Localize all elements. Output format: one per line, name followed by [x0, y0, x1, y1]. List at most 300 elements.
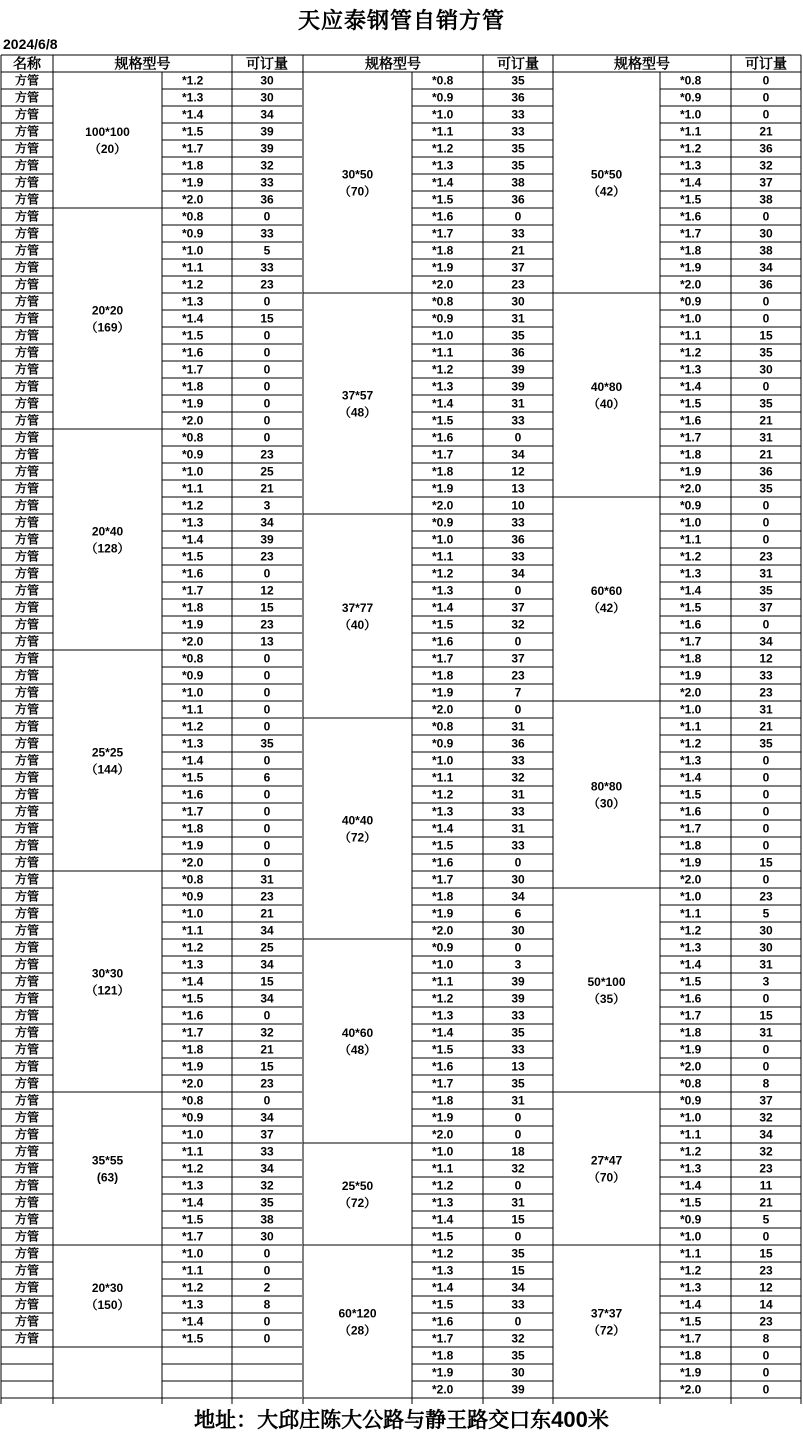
- thickness-cell: *1.1: [182, 260, 204, 275]
- spec-total: （150）: [85, 1298, 130, 1312]
- row-name-cell: 方管: [14, 515, 40, 530]
- thickness-cell: *1.5: [432, 1042, 454, 1057]
- thickness-cell: *1.3: [182, 294, 204, 309]
- qty-cell: 34: [511, 447, 525, 462]
- qty-cell: 36: [511, 532, 525, 547]
- thickness-cell: *1.5: [432, 617, 454, 632]
- thickness-cell: *2.0: [432, 1382, 454, 1397]
- qty-cell: 5: [762, 1212, 770, 1227]
- row-name-cell: 方管: [14, 226, 40, 241]
- qty-cell: 30: [511, 872, 525, 887]
- spec-size: 37*77: [341, 601, 374, 615]
- row-name-cell: 方管: [14, 719, 40, 734]
- thickness-cell: *1.3: [432, 158, 454, 173]
- thickness-cell: *0.8: [432, 73, 454, 88]
- thickness-cell: *1.2: [182, 73, 204, 88]
- qty-cell: 36: [759, 141, 773, 156]
- thickness-cell: *1.8: [432, 243, 454, 258]
- qty-cell: 35: [511, 1025, 525, 1040]
- qty-cell: 37: [260, 1127, 274, 1142]
- qty-cell: 36: [511, 192, 525, 207]
- thickness-cell: *1.1: [680, 906, 702, 921]
- row-name-cell: 方管: [14, 532, 40, 547]
- qty-cell: 37: [511, 600, 525, 615]
- spec-size: 25*25: [91, 745, 124, 760]
- qty-cell: 0: [514, 940, 522, 955]
- thickness-cell: *0.8: [680, 1076, 702, 1091]
- thickness-cell: *1.5: [680, 1195, 702, 1210]
- thickness-cell: *0.9: [182, 447, 204, 462]
- thickness-cell: *1.2: [680, 345, 702, 360]
- qty-cell: 23: [260, 889, 274, 904]
- qty-cell: 12: [759, 1280, 773, 1295]
- spec-total: （48）: [338, 1043, 377, 1057]
- thickness-cell: *1.1: [432, 549, 454, 564]
- thickness-cell: *1.6: [432, 634, 454, 649]
- thickness-cell: *1.0: [182, 906, 204, 921]
- qty-cell: 37: [511, 260, 525, 275]
- thickness-cell: *1.8: [182, 1042, 204, 1057]
- thickness-cell: *0.9: [680, 498, 702, 513]
- thickness-cell: *1.0: [432, 328, 454, 343]
- thickness-cell: *1.8: [432, 1348, 454, 1363]
- qty-cell: 5: [263, 243, 271, 258]
- thickness-cell: *1.8: [680, 447, 702, 462]
- row-name-cell: 方管: [14, 940, 40, 955]
- thickness-cell: *1.0: [182, 243, 204, 258]
- qty-cell: 34: [260, 1161, 274, 1176]
- row-name-cell: 方管: [14, 498, 40, 513]
- qty-cell: 21: [260, 1042, 274, 1057]
- qty-cell: 0: [514, 1178, 522, 1193]
- thickness-cell: *1.1: [680, 1127, 702, 1142]
- thickness-cell: *0.9: [182, 1110, 204, 1125]
- thickness-cell: *1.5: [182, 991, 204, 1006]
- thickness-cell: *1.6: [680, 991, 702, 1006]
- thickness-cell: *1.2: [680, 549, 702, 564]
- row-name-cell: 方管: [14, 90, 40, 105]
- qty-cell: 36: [260, 192, 274, 207]
- thickness-cell: *1.4: [182, 107, 204, 122]
- qty-cell: 36: [511, 90, 525, 105]
- qty-cell: 23: [260, 549, 274, 564]
- thickness-cell: *0.8: [432, 719, 454, 734]
- qty-cell: 3: [514, 957, 522, 972]
- thickness-cell: *1.6: [182, 566, 204, 581]
- spec-size: 40*60: [341, 1026, 374, 1040]
- thickness-cell: *0.9: [432, 311, 454, 326]
- thickness-cell: *0.9: [432, 736, 454, 751]
- thickness-cell: *1.3: [680, 362, 702, 377]
- row-name-cell: 方管: [14, 413, 40, 428]
- thickness-cell: *1.6: [432, 430, 454, 445]
- qty-cell: 31: [759, 430, 773, 445]
- qty-cell: 0: [762, 209, 770, 224]
- row-name-cell: 方管: [14, 1263, 40, 1278]
- thickness-cell: *0.8: [182, 430, 204, 445]
- thickness-cell: *1.0: [680, 515, 702, 530]
- qty-cell: 0: [762, 617, 770, 632]
- thickness-cell: *1.4: [182, 974, 204, 989]
- thickness-cell: *1.1: [182, 702, 204, 717]
- thickness-cell: *1.8: [432, 889, 454, 904]
- qty-cell: 0: [762, 821, 770, 836]
- qty-cell: 0: [762, 1365, 770, 1380]
- qty-cell: 0: [263, 396, 271, 411]
- thickness-cell: *1.0: [432, 532, 454, 547]
- thickness-cell: *1.2: [182, 1161, 204, 1176]
- spec-size: 20*40: [91, 524, 124, 539]
- thickness-cell: *1.5: [432, 838, 454, 853]
- qty-cell: 33: [511, 124, 525, 139]
- qty-cell: 0: [762, 770, 770, 785]
- spec-total: (63): [96, 1170, 119, 1185]
- row-name-cell: 方管: [14, 362, 40, 377]
- qty-cell: 15: [759, 1008, 773, 1023]
- thickness-cell: *1.9: [182, 396, 204, 411]
- thickness-cell: *1.1: [182, 481, 204, 496]
- row-name-cell: 方管: [14, 1042, 40, 1057]
- row-name-cell: 方管: [14, 770, 40, 785]
- thickness-cell: *1.1: [432, 124, 454, 139]
- thickness-cell: *1.2: [432, 141, 454, 156]
- qty-cell: 37: [759, 1093, 773, 1108]
- qty-cell: 35: [511, 1076, 525, 1091]
- thickness-cell: *2.0: [680, 1059, 702, 1074]
- qty-cell: 0: [263, 362, 271, 377]
- thickness-cell: *1.9: [680, 464, 702, 479]
- row-name-cell: 方管: [14, 277, 40, 292]
- qty-cell: 35: [511, 328, 525, 343]
- qty-cell: 13: [260, 634, 274, 649]
- thickness-cell: *2.0: [432, 498, 454, 513]
- thickness-cell: *1.7: [680, 1331, 702, 1346]
- qty-cell: 15: [260, 311, 274, 326]
- qty-cell: 39: [260, 532, 274, 547]
- qty-cell: 23: [759, 1314, 773, 1329]
- qty-cell: 34: [759, 1127, 773, 1142]
- thickness-cell: *1.6: [182, 1008, 204, 1023]
- thickness-cell: *1.2: [432, 1178, 454, 1193]
- qty-cell: 30: [759, 923, 773, 938]
- thickness-cell: *1.8: [680, 1025, 702, 1040]
- thickness-cell: *1.9: [680, 855, 702, 870]
- spec-total: （48）: [338, 405, 377, 420]
- qty-cell: 31: [511, 787, 525, 802]
- thickness-cell: *1.3: [182, 515, 204, 530]
- thickness-cell: *1.5: [182, 1212, 204, 1227]
- qty-cell: 0: [762, 498, 770, 513]
- qty-cell: 33: [511, 804, 525, 819]
- qty-cell: 23: [260, 447, 274, 462]
- thickness-cell: *2.0: [432, 702, 454, 717]
- thickness-cell: *1.3: [432, 583, 454, 598]
- thickness-cell: *1.1: [182, 923, 204, 938]
- qty-cell: 23: [759, 1263, 773, 1278]
- thickness-cell: *1.4: [432, 1025, 454, 1040]
- thickness-cell: *1.0: [432, 107, 454, 122]
- thickness-cell: *0.9: [182, 226, 204, 241]
- qty-cell: 35: [511, 73, 525, 88]
- thickness-cell: *1.3: [680, 1280, 702, 1295]
- address-suffix: 米: [587, 1407, 609, 1432]
- thickness-cell: *1.4: [680, 770, 702, 785]
- thickness-cell: *1.9: [680, 668, 702, 683]
- qty-cell: 21: [511, 243, 525, 258]
- thickness-cell: *0.8: [182, 209, 204, 224]
- row-name-cell: 方管: [14, 600, 40, 615]
- qty-cell: 0: [762, 311, 770, 326]
- spec-size: 50*50: [590, 167, 623, 182]
- thickness-cell: *1.2: [680, 1263, 702, 1278]
- spec-total: （40）: [587, 397, 626, 411]
- qty-cell: 15: [511, 1263, 525, 1278]
- row-name-cell: 方管: [14, 906, 40, 921]
- qty-cell: 0: [514, 430, 522, 445]
- spec-size: 40*40: [341, 813, 374, 828]
- spec-size: 20*30: [91, 1281, 124, 1295]
- thickness-cell: *1.3: [182, 1178, 204, 1193]
- thickness-cell: *1.9: [432, 906, 454, 921]
- thickness-cell: *1.5: [182, 549, 204, 564]
- row-name-cell: 方管: [14, 923, 40, 938]
- row-name-cell: 方管: [14, 1246, 40, 1261]
- thickness-cell: *0.9: [680, 1093, 702, 1108]
- thickness-cell: *1.4: [182, 311, 204, 326]
- qty-cell: 39: [511, 974, 525, 989]
- thickness-cell: *1.4: [432, 1212, 454, 1227]
- header-name: 名称: [13, 55, 41, 72]
- thickness-cell: *1.3: [432, 1195, 454, 1210]
- qty-cell: 6: [514, 906, 522, 921]
- qty-cell: 30: [759, 362, 773, 377]
- thickness-cell: *1.5: [432, 1229, 454, 1244]
- qty-cell: 0: [762, 294, 770, 309]
- thickness-cell: *0.9: [182, 668, 204, 683]
- thickness-cell: *0.8: [182, 1093, 204, 1108]
- qty-cell: 15: [759, 1246, 773, 1261]
- thickness-cell: *1.4: [182, 753, 204, 768]
- thickness-cell: *1.4: [680, 1297, 702, 1312]
- thickness-cell: *1.7: [432, 1076, 454, 1091]
- row-name-cell: 方管: [14, 311, 40, 326]
- thickness-cell: *1.0: [680, 1229, 702, 1244]
- thickness-cell: *1.9: [680, 260, 702, 275]
- qty-cell: 32: [511, 617, 525, 632]
- thickness-cell: *2.0: [182, 1076, 204, 1091]
- thickness-cell: *1.5: [680, 1314, 702, 1329]
- header-qty: 可订量: [246, 55, 288, 72]
- row-name-cell: 方管: [14, 464, 40, 479]
- thickness-cell: *1.0: [182, 1246, 204, 1261]
- row-name-cell: 方管: [14, 73, 40, 88]
- thickness-cell: *1.3: [182, 90, 204, 105]
- header-spec: 规格型号: [114, 55, 171, 72]
- qty-cell: 0: [514, 1229, 522, 1244]
- qty-cell: 33: [260, 175, 274, 190]
- qty-cell: 0: [263, 753, 271, 768]
- row-name-cell: 方管: [14, 447, 40, 462]
- qty-cell: 31: [759, 957, 773, 972]
- thickness-cell: *1.8: [182, 600, 204, 615]
- qty-cell: 33: [511, 549, 525, 564]
- row-name-cell: 方管: [14, 1025, 40, 1040]
- row-name-cell: 方管: [14, 787, 40, 802]
- qty-cell: 0: [514, 634, 522, 649]
- qty-cell: 23: [759, 889, 773, 904]
- thickness-cell: *1.2: [680, 1144, 702, 1159]
- row-name-cell: 方管: [14, 158, 40, 173]
- qty-cell: 33: [260, 226, 274, 241]
- row-name-cell: 方管: [14, 957, 40, 972]
- thickness-cell: *1.6: [182, 345, 204, 360]
- qty-cell: 23: [260, 1076, 274, 1091]
- qty-cell: 34: [759, 634, 773, 649]
- thickness-cell: *1.7: [432, 1331, 454, 1346]
- thickness-cell: *1.9: [432, 1365, 454, 1380]
- thickness-cell: *1.6: [182, 787, 204, 802]
- qty-cell: 6: [263, 770, 271, 785]
- qty-cell: 8: [762, 1331, 770, 1346]
- row-name-cell: 方管: [14, 583, 40, 598]
- row-name-cell: 方管: [14, 1008, 40, 1023]
- thickness-cell: *1.9: [680, 1042, 702, 1057]
- qty-cell: 0: [762, 515, 770, 530]
- row-name-cell: 方管: [14, 260, 40, 275]
- qty-cell: 39: [511, 991, 525, 1006]
- thickness-cell: *1.7: [182, 362, 204, 377]
- row-name-cell: 方管: [14, 872, 40, 887]
- qty-cell: 30: [260, 73, 274, 88]
- qty-cell: 21: [759, 1195, 773, 1210]
- qty-cell: 30: [260, 1229, 274, 1244]
- thickness-cell: *1.2: [182, 277, 204, 292]
- qty-cell: 21: [759, 447, 773, 462]
- qty-cell: 33: [511, 1008, 525, 1023]
- qty-cell: 34: [511, 889, 525, 904]
- thickness-cell: *1.2: [432, 991, 454, 1006]
- spec-total: （70）: [338, 184, 377, 199]
- row-name-cell: 方管: [14, 668, 40, 683]
- qty-cell: 0: [263, 566, 271, 581]
- thickness-cell: *2.0: [432, 277, 454, 292]
- qty-cell: 0: [263, 719, 271, 734]
- qty-cell: 0: [514, 1127, 522, 1142]
- spec-total: （42）: [587, 184, 626, 199]
- thickness-cell: *1.4: [680, 175, 702, 190]
- spec-size: 37*57: [341, 388, 374, 403]
- qty-cell: 39: [511, 362, 525, 377]
- qty-cell: 0: [762, 73, 770, 88]
- thickness-cell: *1.7: [182, 1229, 204, 1244]
- row-name-cell: 方管: [14, 328, 40, 343]
- qty-cell: 35: [511, 1348, 525, 1363]
- thickness-cell: *1.2: [182, 1280, 204, 1295]
- qty-cell: 32: [759, 1110, 773, 1125]
- row-name-cell: 方管: [14, 294, 40, 309]
- qty-cell: 0: [762, 838, 770, 853]
- row-name-cell: 方管: [14, 1212, 40, 1227]
- qty-cell: 15: [260, 974, 274, 989]
- thickness-cell: *1.6: [680, 413, 702, 428]
- thickness-cell: *2.0: [680, 277, 702, 292]
- thickness-cell: *1.4: [432, 600, 454, 615]
- thickness-cell: *1.7: [182, 1025, 204, 1040]
- thickness-cell: *0.9: [432, 515, 454, 530]
- qty-cell: 35: [260, 1195, 274, 1210]
- thickness-cell: *1.7: [680, 821, 702, 836]
- qty-cell: 21: [260, 906, 274, 921]
- thickness-cell: *2.0: [680, 685, 702, 700]
- qty-cell: 36: [759, 277, 773, 292]
- qty-cell: 39: [260, 124, 274, 139]
- thickness-cell: *1.9: [432, 1110, 454, 1125]
- qty-cell: 0: [514, 855, 522, 870]
- qty-cell: 32: [511, 1331, 525, 1346]
- spec-size: 50*100: [587, 975, 626, 989]
- qty-cell: 36: [759, 464, 773, 479]
- thickness-cell: *1.4: [182, 1314, 204, 1329]
- header-qty: 可订量: [745, 55, 787, 72]
- qty-cell: 36: [511, 736, 525, 751]
- row-name-cell: 方管: [14, 345, 40, 360]
- address-number: 400: [551, 1407, 588, 1432]
- thickness-cell: *0.9: [432, 940, 454, 955]
- row-name-cell: 方管: [14, 753, 40, 768]
- qty-cell: 33: [511, 107, 525, 122]
- spec-total: （128）: [85, 541, 130, 556]
- qty-cell: 32: [759, 1144, 773, 1159]
- spec-total: （72）: [338, 830, 377, 845]
- thickness-cell: *1.0: [680, 702, 702, 717]
- thickness-cell: *1.8: [432, 1093, 454, 1108]
- qty-cell: 23: [759, 1161, 773, 1176]
- thickness-cell: *2.0: [432, 1127, 454, 1142]
- qty-cell: 32: [759, 158, 773, 173]
- thickness-cell: *1.5: [182, 124, 204, 139]
- thickness-cell: *1.0: [680, 1110, 702, 1125]
- qty-cell: 33: [511, 1042, 525, 1057]
- qty-cell: 0: [263, 1314, 271, 1329]
- thickness-cell: *2.0: [182, 634, 204, 649]
- qty-cell: 30: [511, 1365, 525, 1380]
- qty-cell: 23: [260, 277, 274, 292]
- thickness-cell: *0.9: [432, 90, 454, 105]
- qty-cell: 39: [511, 379, 525, 394]
- thickness-cell: *1.2: [680, 923, 702, 938]
- thickness-cell: *1.8: [680, 243, 702, 258]
- qty-cell: 33: [260, 1144, 274, 1159]
- thickness-cell: *1.7: [182, 804, 204, 819]
- qty-cell: 39: [511, 1382, 525, 1397]
- qty-cell: 35: [511, 141, 525, 156]
- thickness-cell: *1.5: [432, 1297, 454, 1312]
- qty-cell: 0: [263, 855, 271, 870]
- qty-cell: 33: [260, 260, 274, 275]
- thickness-cell: *1.2: [680, 736, 702, 751]
- qty-cell: 31: [511, 1195, 525, 1210]
- thickness-cell: *0.9: [680, 90, 702, 105]
- qty-cell: 23: [260, 617, 274, 632]
- qty-cell: 34: [511, 566, 525, 581]
- qty-cell: 0: [514, 209, 522, 224]
- qty-cell: 38: [511, 175, 525, 190]
- qty-cell: 15: [759, 855, 773, 870]
- thickness-cell: *1.5: [680, 600, 702, 615]
- thickness-cell: *1.1: [680, 124, 702, 139]
- qty-cell: 34: [260, 515, 274, 530]
- qty-cell: 0: [762, 804, 770, 819]
